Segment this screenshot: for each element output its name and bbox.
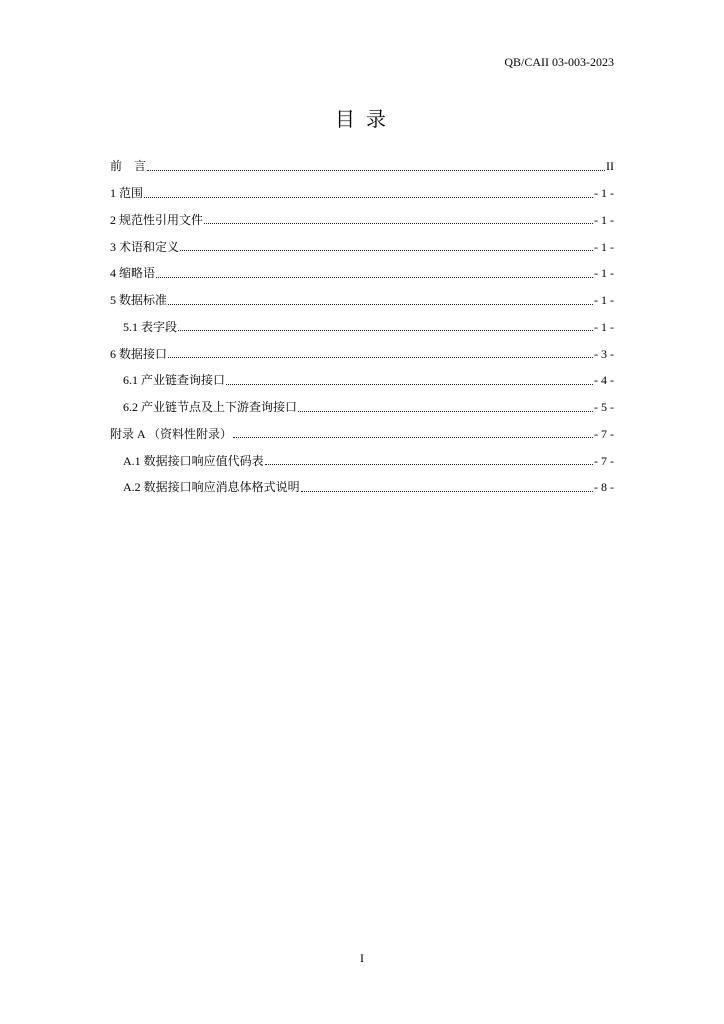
toc-entry-page: - 1 - [594, 293, 614, 308]
toc-entry [110, 207, 614, 234]
toc-entry-label: 3 术语和定义 [110, 239, 180, 254]
toc-entry [110, 340, 614, 367]
toc-subentry-label: A.2 数据接口响应消息体格式说明 [123, 480, 300, 495]
toc-entry-label: 附录 A （资料性附录） [110, 426, 233, 441]
toc-leader-dots [168, 357, 593, 358]
toc-subentry-page: - 7 - [594, 453, 614, 468]
toc-entry [110, 153, 614, 180]
toc-subentry [110, 447, 614, 474]
page-number: I [360, 951, 364, 965]
toc-leader-dots [180, 250, 593, 251]
toc-entry-page: - 1 - [594, 186, 614, 201]
toc-entry-page: II [606, 159, 614, 174]
toc-entry [110, 287, 614, 314]
toc-leader-dots [226, 384, 593, 385]
toc-subentry-label: 6.2 产业链节点及上下游查询接口 [123, 400, 298, 415]
toc-entry-label: 前 言 [110, 159, 147, 174]
toc-entry [110, 260, 614, 287]
toc-leader-dots [147, 170, 605, 171]
toc-subentry-page: - 8 - [594, 480, 614, 495]
document-code-header: QB/CAII 03-003-2023 [504, 55, 614, 69]
toc-entry-label: 1 范围 [110, 186, 144, 201]
toc-entry-label: 5 数据标准 [110, 293, 168, 308]
toc-leader-dots [265, 464, 593, 465]
toc-entry-page: - 7 - [594, 426, 614, 441]
toc-leader-dots [233, 437, 593, 438]
toc-leader-dots [204, 223, 593, 224]
toc-subentry-label: A.1 数据接口响应值代码表 [123, 453, 264, 468]
toc-subentry [110, 474, 614, 501]
toc-subentry [110, 394, 614, 421]
toc-entry-label: 4 缩略语 [110, 266, 156, 281]
toc-subentry [110, 367, 614, 394]
toc-leader-dots [156, 277, 593, 278]
toc-entry [110, 180, 614, 207]
toc-entry [110, 421, 614, 448]
toc-leader-dots [144, 197, 593, 198]
toc-entry-page: - 1 - [594, 239, 614, 254]
toc-title: 目 录 [335, 109, 389, 131]
toc-leader-dots [301, 491, 593, 492]
toc-subentry-page: - 4 - [594, 373, 614, 388]
toc-entry-page: - 1 - [594, 266, 614, 281]
toc-entry-label: 6 数据接口 [110, 346, 168, 361]
toc-subentry-label: 5.1 表字段 [123, 319, 178, 334]
toc-entry-page: - 3 - [594, 346, 614, 361]
toc-subentry-page: - 5 - [594, 400, 614, 415]
toc-leader-dots [178, 330, 593, 331]
toc-leader-dots [298, 411, 593, 412]
toc-entry-label: 2 规范性引用文件 [110, 212, 204, 227]
toc-subentry-page: - 1 - [594, 319, 614, 334]
toc-entry [110, 233, 614, 260]
toc-subentry [110, 314, 614, 341]
toc-subentry-label: 6.1 产业链查询接口 [123, 373, 226, 388]
toc-leader-dots [168, 304, 593, 305]
toc-entry-page: - 1 - [594, 212, 614, 227]
table-of-contents [110, 153, 614, 501]
